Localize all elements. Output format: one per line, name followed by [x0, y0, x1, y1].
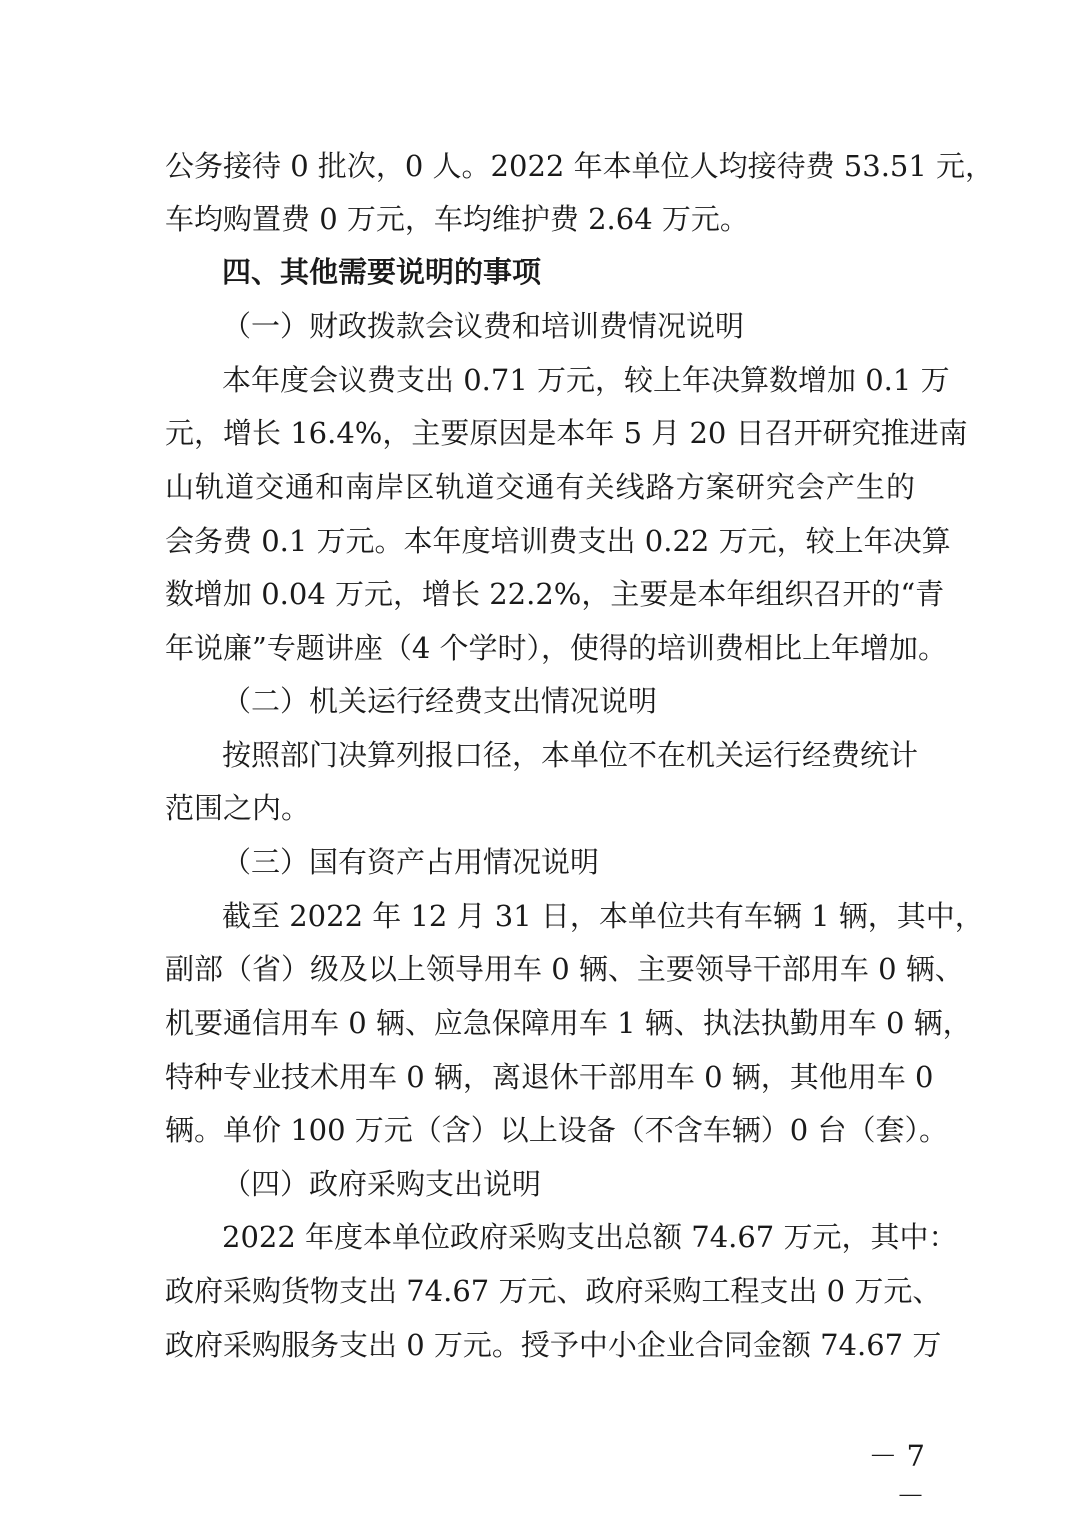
text-line: 2022 年度本单位政府采购支出总额 74.67 万元，其中：	[222, 1220, 958, 1254]
text-line: 机要通信用车 0 辆、应急保障用车 1 辆、执法执勤用车 0 辆，	[165, 1006, 972, 1040]
text-line: 政府采购货物支出 74.67 万元、政府采购工程支出 0 万元、	[165, 1274, 942, 1308]
subsection-heading-procurement: （四）政府采购支出说明	[222, 1167, 542, 1201]
text-line: 会务费 0.1 万元。本年度培训费支出 0.22 万元，较上年决算	[165, 524, 951, 558]
text-line: 山轨道交通和南岸区轨道交通有关线路方案研究会产生的	[165, 470, 915, 504]
text-line: 副部（省）级及以上领导用车 0 辆、主要领导干部用车 0 辆、	[165, 952, 964, 986]
text-line: 范围之内。	[165, 791, 311, 825]
subsection-heading-meeting-training: （一）财政拨款会议费和培训费情况说明	[222, 309, 745, 343]
text-line: 特种专业技术用车 0 辆，离退休干部用车 0 辆，其他用车 0	[165, 1060, 934, 1094]
text-line: 年说廉”专题讲座（4 个学时），使得的培训费相比上年增加。	[165, 631, 947, 665]
section-heading: 四、其他需要说明的事项	[222, 255, 542, 289]
subsection-heading-operating-expenses: （二）机关运行经费支出情况说明	[222, 684, 658, 718]
text-line: 截至 2022 年 12 月 31 日，本单位共有车辆 1 辆，其中，	[222, 899, 984, 933]
text-line: 公务接待 0 批次，0 人。2022 年本单位人均接待费 53.51 元，	[165, 149, 995, 183]
text-line: 政府采购服务支出 0 万元。授予中小企业合同金额 74.67 万	[165, 1328, 942, 1362]
subsection-heading-state-assets: （三）国有资产占用情况说明	[222, 845, 600, 879]
text-line: 辆。单价 100 万元（含）以上设备（不含车辆）0 台（套）。	[165, 1113, 948, 1147]
page-number: － 7 －	[868, 1439, 925, 1513]
text-line: 本年度会议费支出 0.71 万元，较上年决算数增加 0.1 万	[222, 363, 950, 397]
text-line: 元，增长 16.4%，主要原因是本年 5 月 20 日召开研究推进南	[165, 416, 968, 450]
text-line: 车均购置费 0 万元，车均维护费 2.64 万元。	[165, 202, 749, 236]
text-line: 数增加 0.04 万元，增长 22.2%，主要是本年组织召开的“青	[165, 577, 945, 611]
text-line: 按照部门决算列报口径，本单位不在机关运行经费统计	[222, 738, 919, 772]
